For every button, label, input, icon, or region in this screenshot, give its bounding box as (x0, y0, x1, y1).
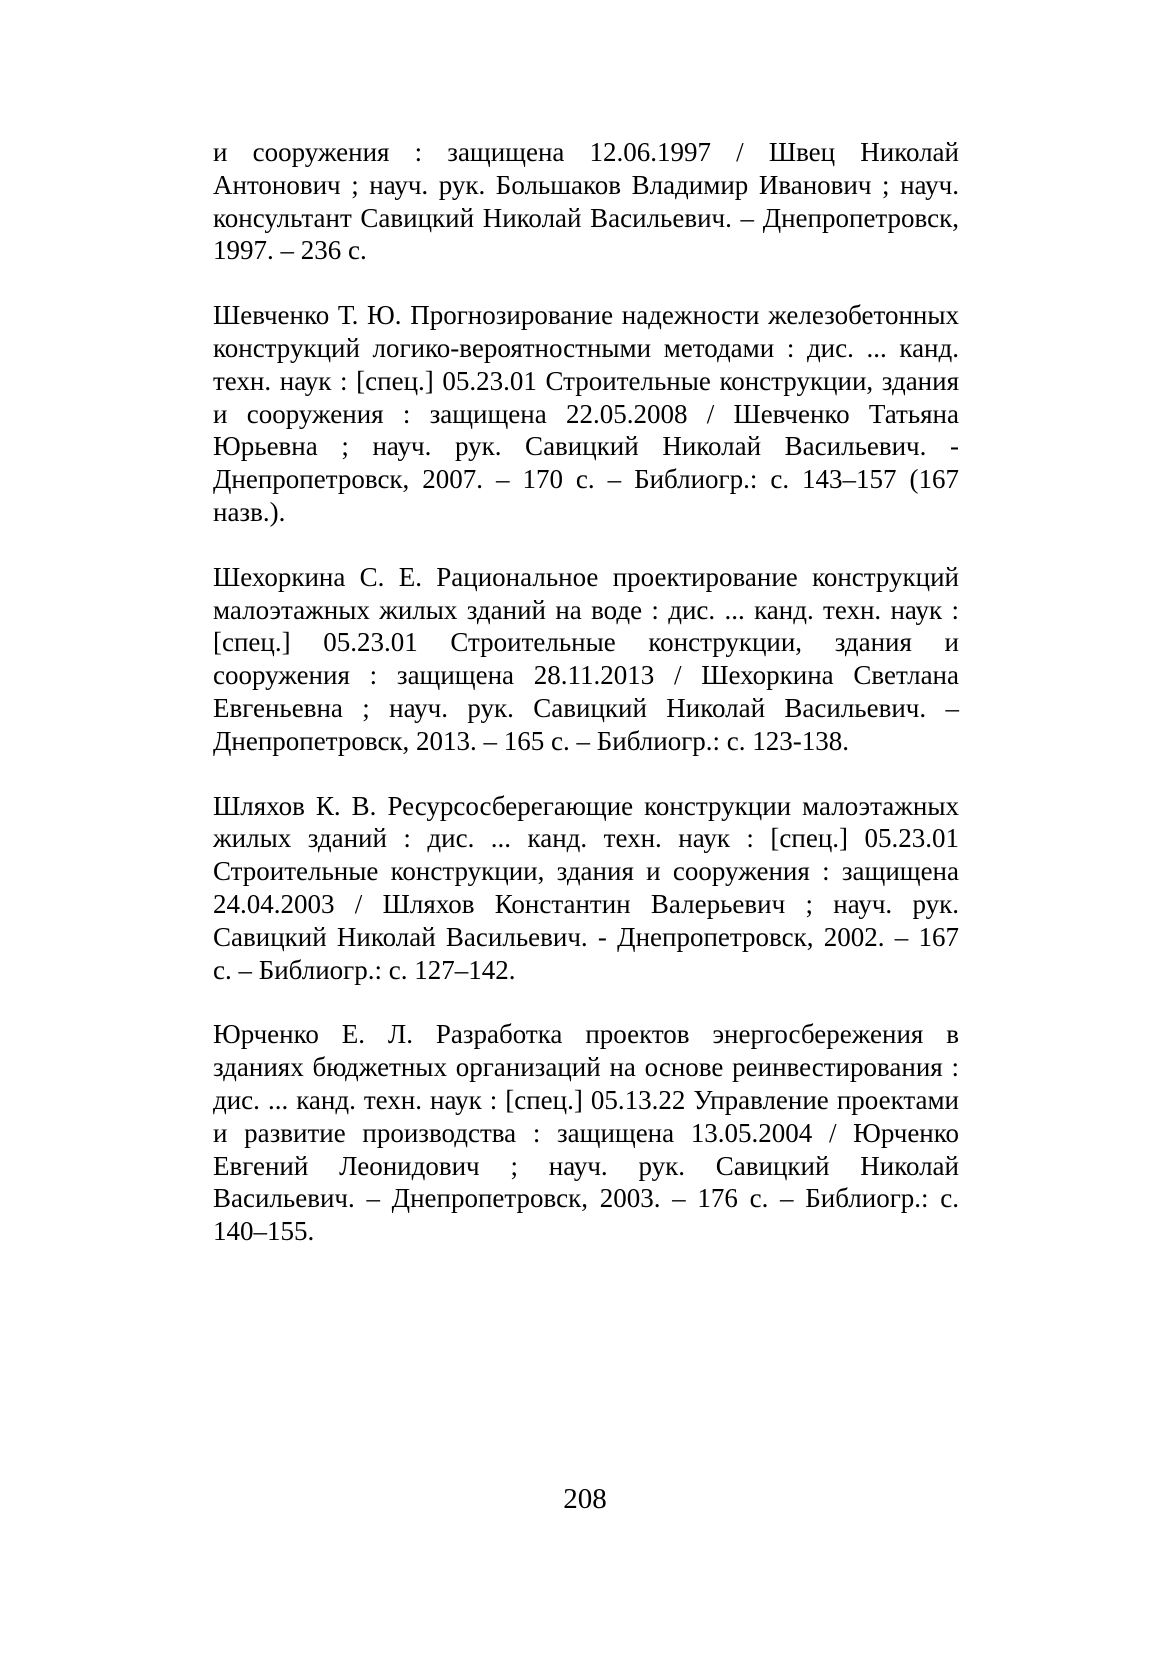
bibliography-entry: Юрченко Е. Л. Разработка проектов энергосбережения в зданиях бюджетных организаций на основе реинвестирования : дис. ... канд. техн. наук : [спец.] 05.13.22 Управление проектами и развитие производства : защищена 13.05.2004 / Юрченко Евгений Леонидович ; науч. рук. Савицкий Николай Васильевич. – Днепропетровск, 2003. – 176 с. – Библиогр.: с. 140–155. (213, 1019, 959, 1247)
bibliography-entry: и сооружения : защищена 12.06.1997 / Швец Николай Антонович ; науч. рук. Большаков Владимир Иванович ; науч. консультант Савицкий Николай Васильевич. – Днепропетровск, 1997. – 236 с. (213, 137, 959, 266)
bibliography-list (213, 136, 959, 1280)
bibliography-entry: Шляхов К. В. Ресурсосберегающие конструкции малоэтажных жилых зданий : дис. ... канд. техн. наук : [спец.] 05.23.01 Строительные конструкции, здания и сооружения : защищена 24.04.2003 / Шляхов Константин Валерьевич ; науч. рук. Савицкий Николай Васильевич. - Днепропетровск, 2002. – 167 с. – Библиогр.: с. 127–142. (213, 790, 959, 985)
bibliography-entry: Шевченко Т. Ю. Прогнозирование надежности железобетонных конструкций логико-вероятностными методами : дис. ... канд. техн. наук : [спец.] 05.23.01 Строительные конструкции, здания и сооружения : защищена 22.05.2008 / Шевченко Татьяна Юрьевна ; науч. рук. Савицкий Николай Васильевич. - Днепропетровск, 2007. – 170 с. – Библиогр.: с. 143–157 (167 назв.). (213, 300, 959, 527)
bibliography-entry: Шехоркина С. Е. Рациональное проектирование конструкций малоэтажных жилых зданий на воде : дис. ... канд. техн. наук : [спец.] 05.23.01 Строительные конструкции, здания и сооружения : защищена 28.11.2013 / Шехоркина Светлана Евгеньевна ; науч. рук. Савицкий Николай Васильевич. – Днепропетровск, 2013. – 165 с. – Библиогр.: с. 123-138. (213, 561, 959, 756)
page-number: 208 (563, 1483, 607, 1515)
